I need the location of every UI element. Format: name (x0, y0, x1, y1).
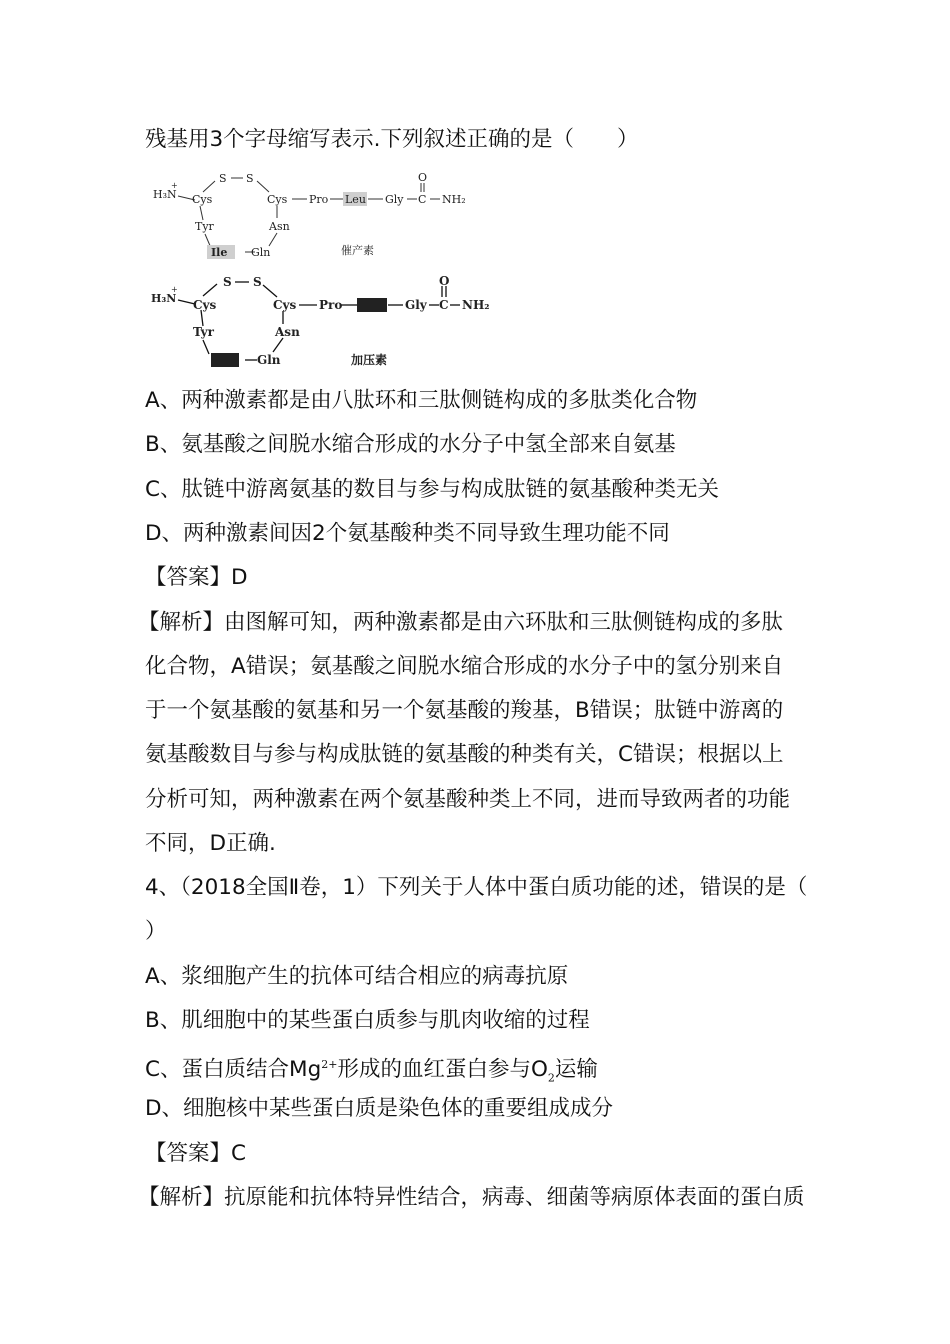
q4-stem-line-1: 4、（2018全国Ⅱ卷，1）下列关于人体中蛋白质功能的述，错误的是（ (145, 875, 808, 900)
oxygen: O (418, 171, 428, 184)
tyr: Tyr (195, 220, 214, 233)
vasopressin-structure-diagram (145, 270, 505, 372)
asn: Asn (275, 325, 300, 339)
q4-option-c (145, 1050, 598, 1093)
leu: Leu (345, 193, 366, 206)
q4-option-b: B、肌细胞中的某些蛋白质参与肌肉收缩的过程 (145, 1008, 590, 1033)
q4-option-d: D、细胞核中某些蛋白质是染色体的重要组成成分 (145, 1096, 614, 1121)
q3-analysis-line-4: 氨基酸数目与参与构成肽链的氨基酸的种类有关，C错误；根据以上 (145, 742, 784, 767)
plus-sign: + (171, 285, 178, 294)
q3-stem: 残基用3个字母缩写表示.下列叙述正确的是（ ） (145, 127, 639, 152)
gly: Gly (405, 298, 427, 312)
gln: Gln (257, 353, 281, 367)
pro: Pro (309, 193, 329, 206)
q3-analysis-line-1: 【解析】由图解可知，两种激素都是由六环肽和三肽侧链构成的多肽 (138, 610, 784, 635)
q4-option-c-post: 运输 (554, 1057, 598, 1083)
sulfur-2: S (253, 275, 262, 289)
q3-answer: 【答案】D (145, 565, 248, 590)
q3-option-a: A、两种激素都是由八肽环和三肽侧链构成的多肽类化合物 (145, 388, 698, 413)
oxytocin-structure-diagram (145, 168, 505, 263)
q4-option-c-mid: 形成的血红蛋白参与O (337, 1057, 548, 1083)
tyr: Tyr (193, 325, 214, 339)
q4-option-c-sup: 2+ (321, 1058, 338, 1071)
q4-stem-line-2: ） (145, 919, 167, 944)
q4-option-a: A、浆细胞产生的抗体可结合相应的病毒抗原 (145, 964, 569, 989)
nh2: NH₂ (442, 193, 466, 206)
cys-1: Cys (192, 193, 213, 206)
sulfur-2: S (246, 172, 254, 185)
q4-analysis-line-1: 【解析】抗原能和抗体特异性结合，病毒、细菌等病原体表面的蛋白质 (138, 1185, 805, 1210)
h3n-label: H₃N (151, 292, 177, 305)
plus-sign: + (171, 181, 178, 190)
nh2: NH₂ (462, 298, 490, 312)
cys-2: Cys (273, 298, 297, 312)
cys-1: Cys (193, 298, 217, 312)
cys-2: Cys (267, 193, 288, 206)
q3-analysis-line-6: 不同，D正确. (145, 831, 276, 856)
blacked-out-residue-2 (211, 353, 239, 367)
carbon: C (439, 298, 449, 312)
q4-option-c-pre: C、蛋白质结合Mg (145, 1057, 322, 1083)
ile: Ile (211, 246, 228, 259)
q4-option-c-sub: 2 (547, 1071, 555, 1085)
q3-analysis-line-3: 于一个氨基酸的氨基和另一个氨基酸的羧基，B错误；肽链中游离的 (145, 698, 784, 723)
q3-option-c: C、肽链中游离氨基的数目与参与构成肽链的氨基酸种类无关 (145, 477, 720, 502)
gln: Gln (251, 246, 271, 259)
asn: Asn (269, 220, 290, 233)
pro: Pro (319, 298, 343, 312)
blacked-out-residue-1 (357, 298, 387, 312)
oxytocin-name: 催产素 (341, 244, 374, 257)
carbon: C (418, 193, 427, 206)
sulfur-1: S (223, 275, 232, 289)
q3-option-b: B、氨基酸之间脱水缩合形成的水分子中氢全部来自氨基 (145, 432, 676, 457)
vasopressin-name: 加压素 (351, 353, 388, 367)
h3n-label: H₃N (153, 188, 177, 201)
q4-answer: 【答案】C (145, 1141, 247, 1166)
oxygen: O (439, 274, 450, 288)
gly: Gly (385, 193, 404, 206)
q3-analysis-line-2: 化合物，A错误；氨基酸之间脱水缩合形成的水分子中的氢分别来自 (145, 654, 784, 679)
sulfur-1: S (219, 172, 227, 185)
q3-option-d: D、两种激素间因2个氨基酸种类不同导致生理功能不同 (145, 521, 670, 546)
q3-analysis-line-5: 分析可知，两种激素在两个氨基酸种类上不同，进而导致两者的功能 (145, 787, 791, 812)
